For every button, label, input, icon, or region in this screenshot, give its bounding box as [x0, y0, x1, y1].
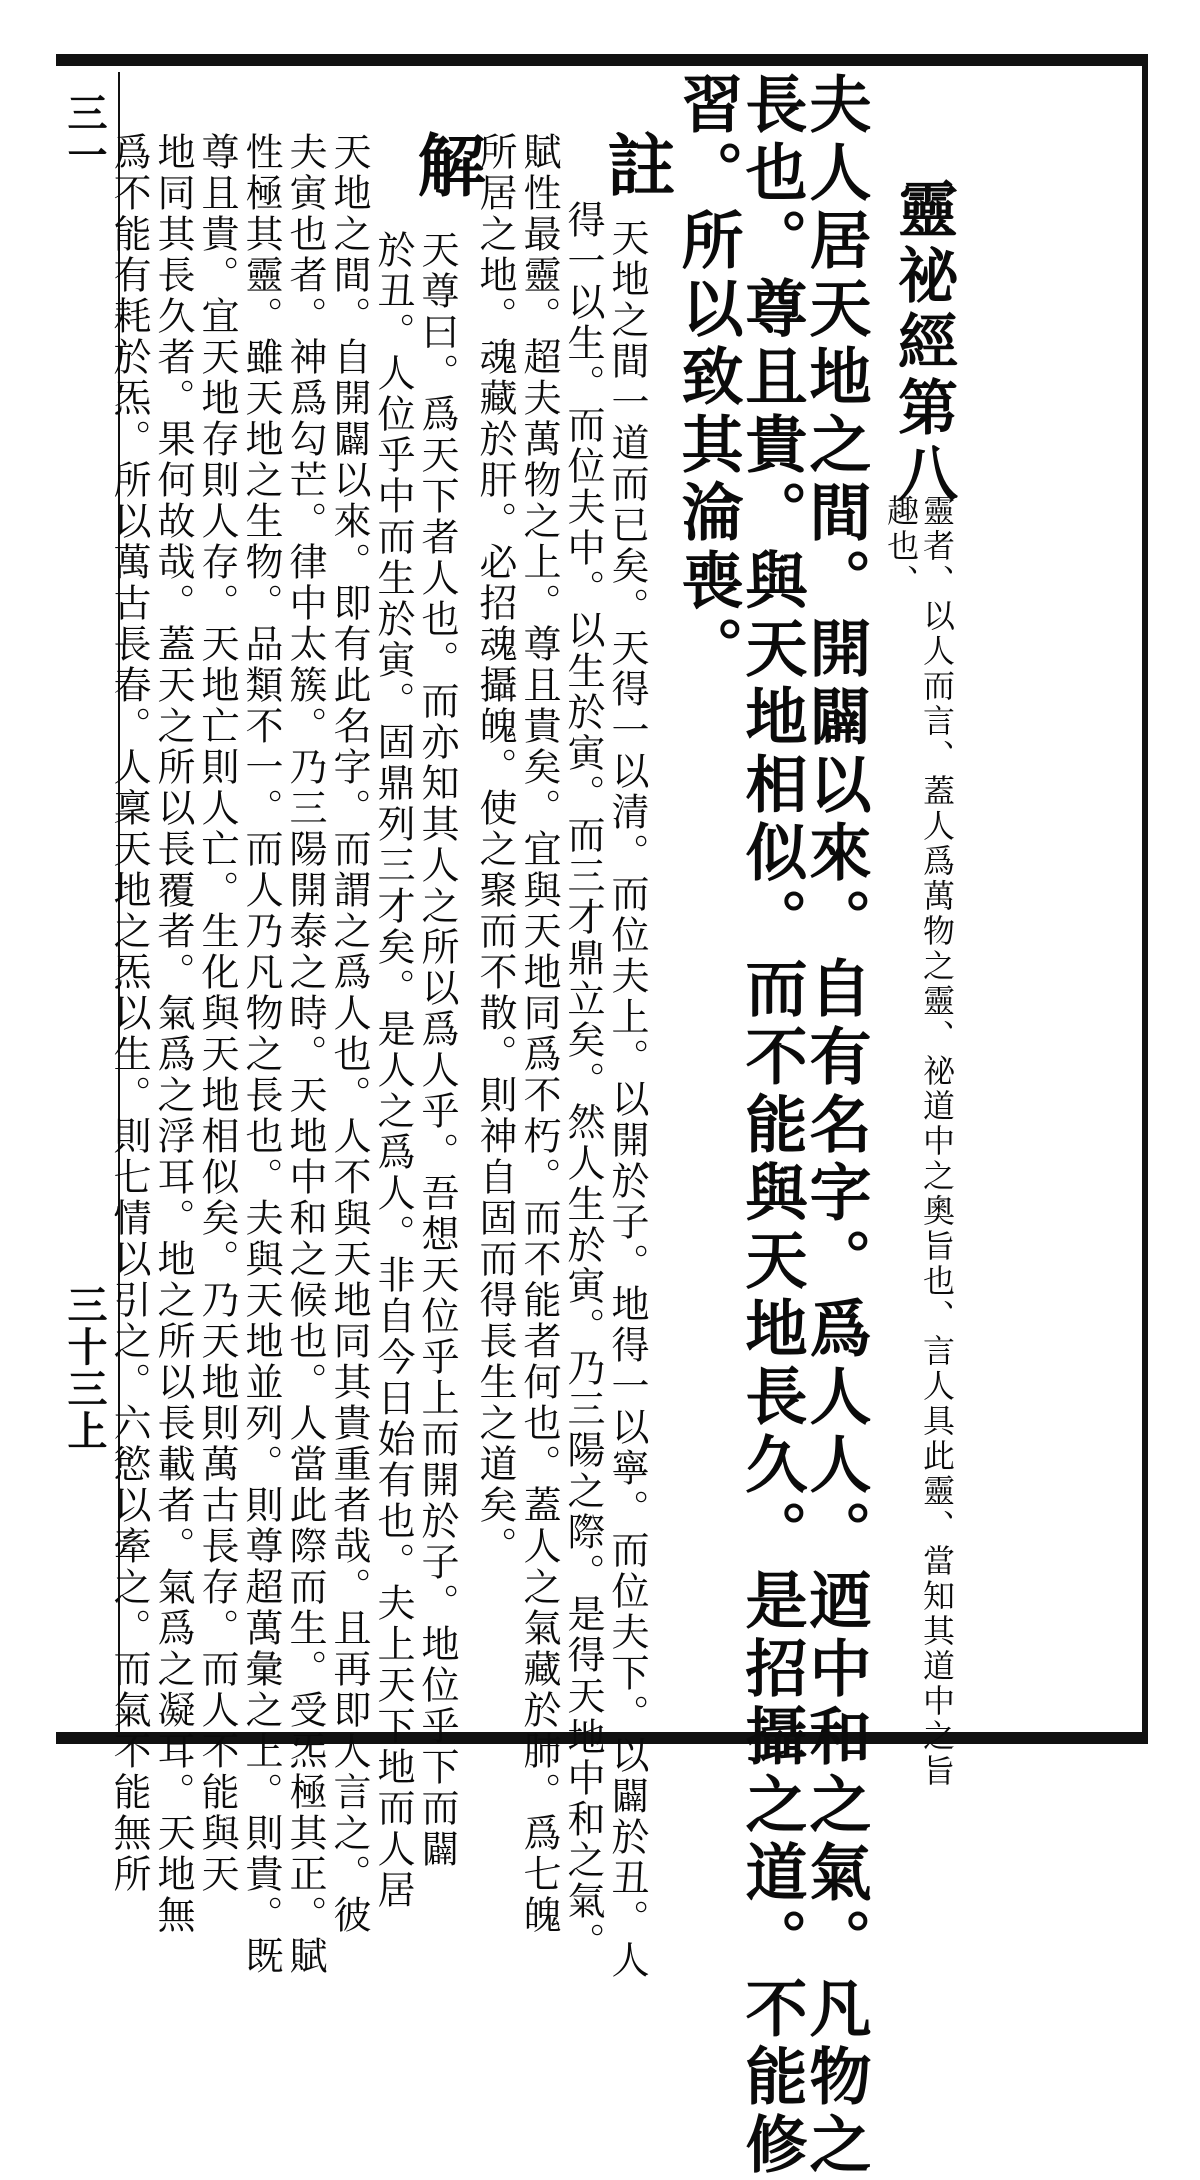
commentary-col-2: 得一以生。而位夫中。以生於寅。而三才鼎立矣。然人生於寅。乃三陽之際。是得天地中和之氣。 — [561, 200, 605, 1963]
chapter-title: 靈祕經第八 — [888, 178, 958, 508]
explanation-col-2: 於丑。人位乎中而生於寅。固鼎列三才矣。是人之爲人。非自今日始有也。夫上天下地而人居 — [371, 230, 415, 1911]
commentary-label: 註 — [596, 130, 676, 198]
commentary-col-1: 天地之間一道而已矣。天得一以清。而位夫上。以開於子。地得一以寧。而位夫下。以闢於丑。人 — [605, 218, 649, 1981]
main-text-col-1: 夫人居天地之間。開闢以來。自有名字。爲人人。迺中和之氣。凡物之 — [799, 72, 872, 2180]
explanation-col-7: 地同其長久者。果何故哉。蓋天之所以長覆者。氣爲之浮耳。地之所以長載者。氣爲之凝耳。天地無 — [151, 132, 195, 1936]
main-text-col-2: 長也。尊且貴。與天地相似。而不能與天地長久。是招攝之道。不能修 — [735, 72, 808, 2180]
explanation-col-6: 尊且貴。宜天地存則人存。天地亡則人亡。生化與天地相似矣。乃天地則萬古長存。而人不能與天 — [195, 132, 239, 1895]
explanation-col-5: 性極其靈。雖天地之生物。品類不一。而人乃凡物之長也。夫與天地並列。則尊超萬彙之上。則貴。既 — [239, 132, 283, 1977]
margin-strip-text: 三一 — [61, 92, 108, 176]
title-subnote: 靈者、以人而言、蓋人爲萬物之靈、祕道中之奧旨也、言人具此靈、當知其道中之旨趣也、 — [882, 494, 956, 1789]
explanation-col-1: 天尊曰。爲天下者人也。而亦知其人之所以爲人乎。吾想天位乎上而開於子。地位乎下而闢 — [415, 230, 459, 1870]
margin-page-number: 三十三上 — [61, 1284, 108, 1452]
explanation-col-3: 天地之間。自開闢以來。即有此名字。而謂之爲人也。人不與天地同其貴重者哉。且再即人言之。彼 — [327, 132, 371, 1936]
commentary-col-3: 賦性最靈。超夫萬物之上。尊且貴矣。宜與天地同爲不朽。而不能者何也。蓋人之氣藏於肺。爲七魄 — [517, 132, 561, 1936]
explanation-col-8: 爲不能有耗於炁。所以萬古長春。人稟天地之炁以生。則七情以引之。六慾以牽之。而氣不能無所 — [107, 132, 151, 1895]
commentary-col-4: 所居之地。魂藏於肝。必招魂攝魄。使之聚而不散。則神自固而得長生之道矣。 — [473, 132, 517, 1567]
explanation-label: 解 — [406, 130, 486, 198]
explanation-col-4: 夫寅也者。神爲勾芒。律中太簇。乃三陽開泰之時。天地中和之候也。人當此際而生。受炁極其正。賦 — [283, 132, 327, 1977]
main-text-col-3: 習。所以致其淪喪。 — [671, 72, 744, 684]
